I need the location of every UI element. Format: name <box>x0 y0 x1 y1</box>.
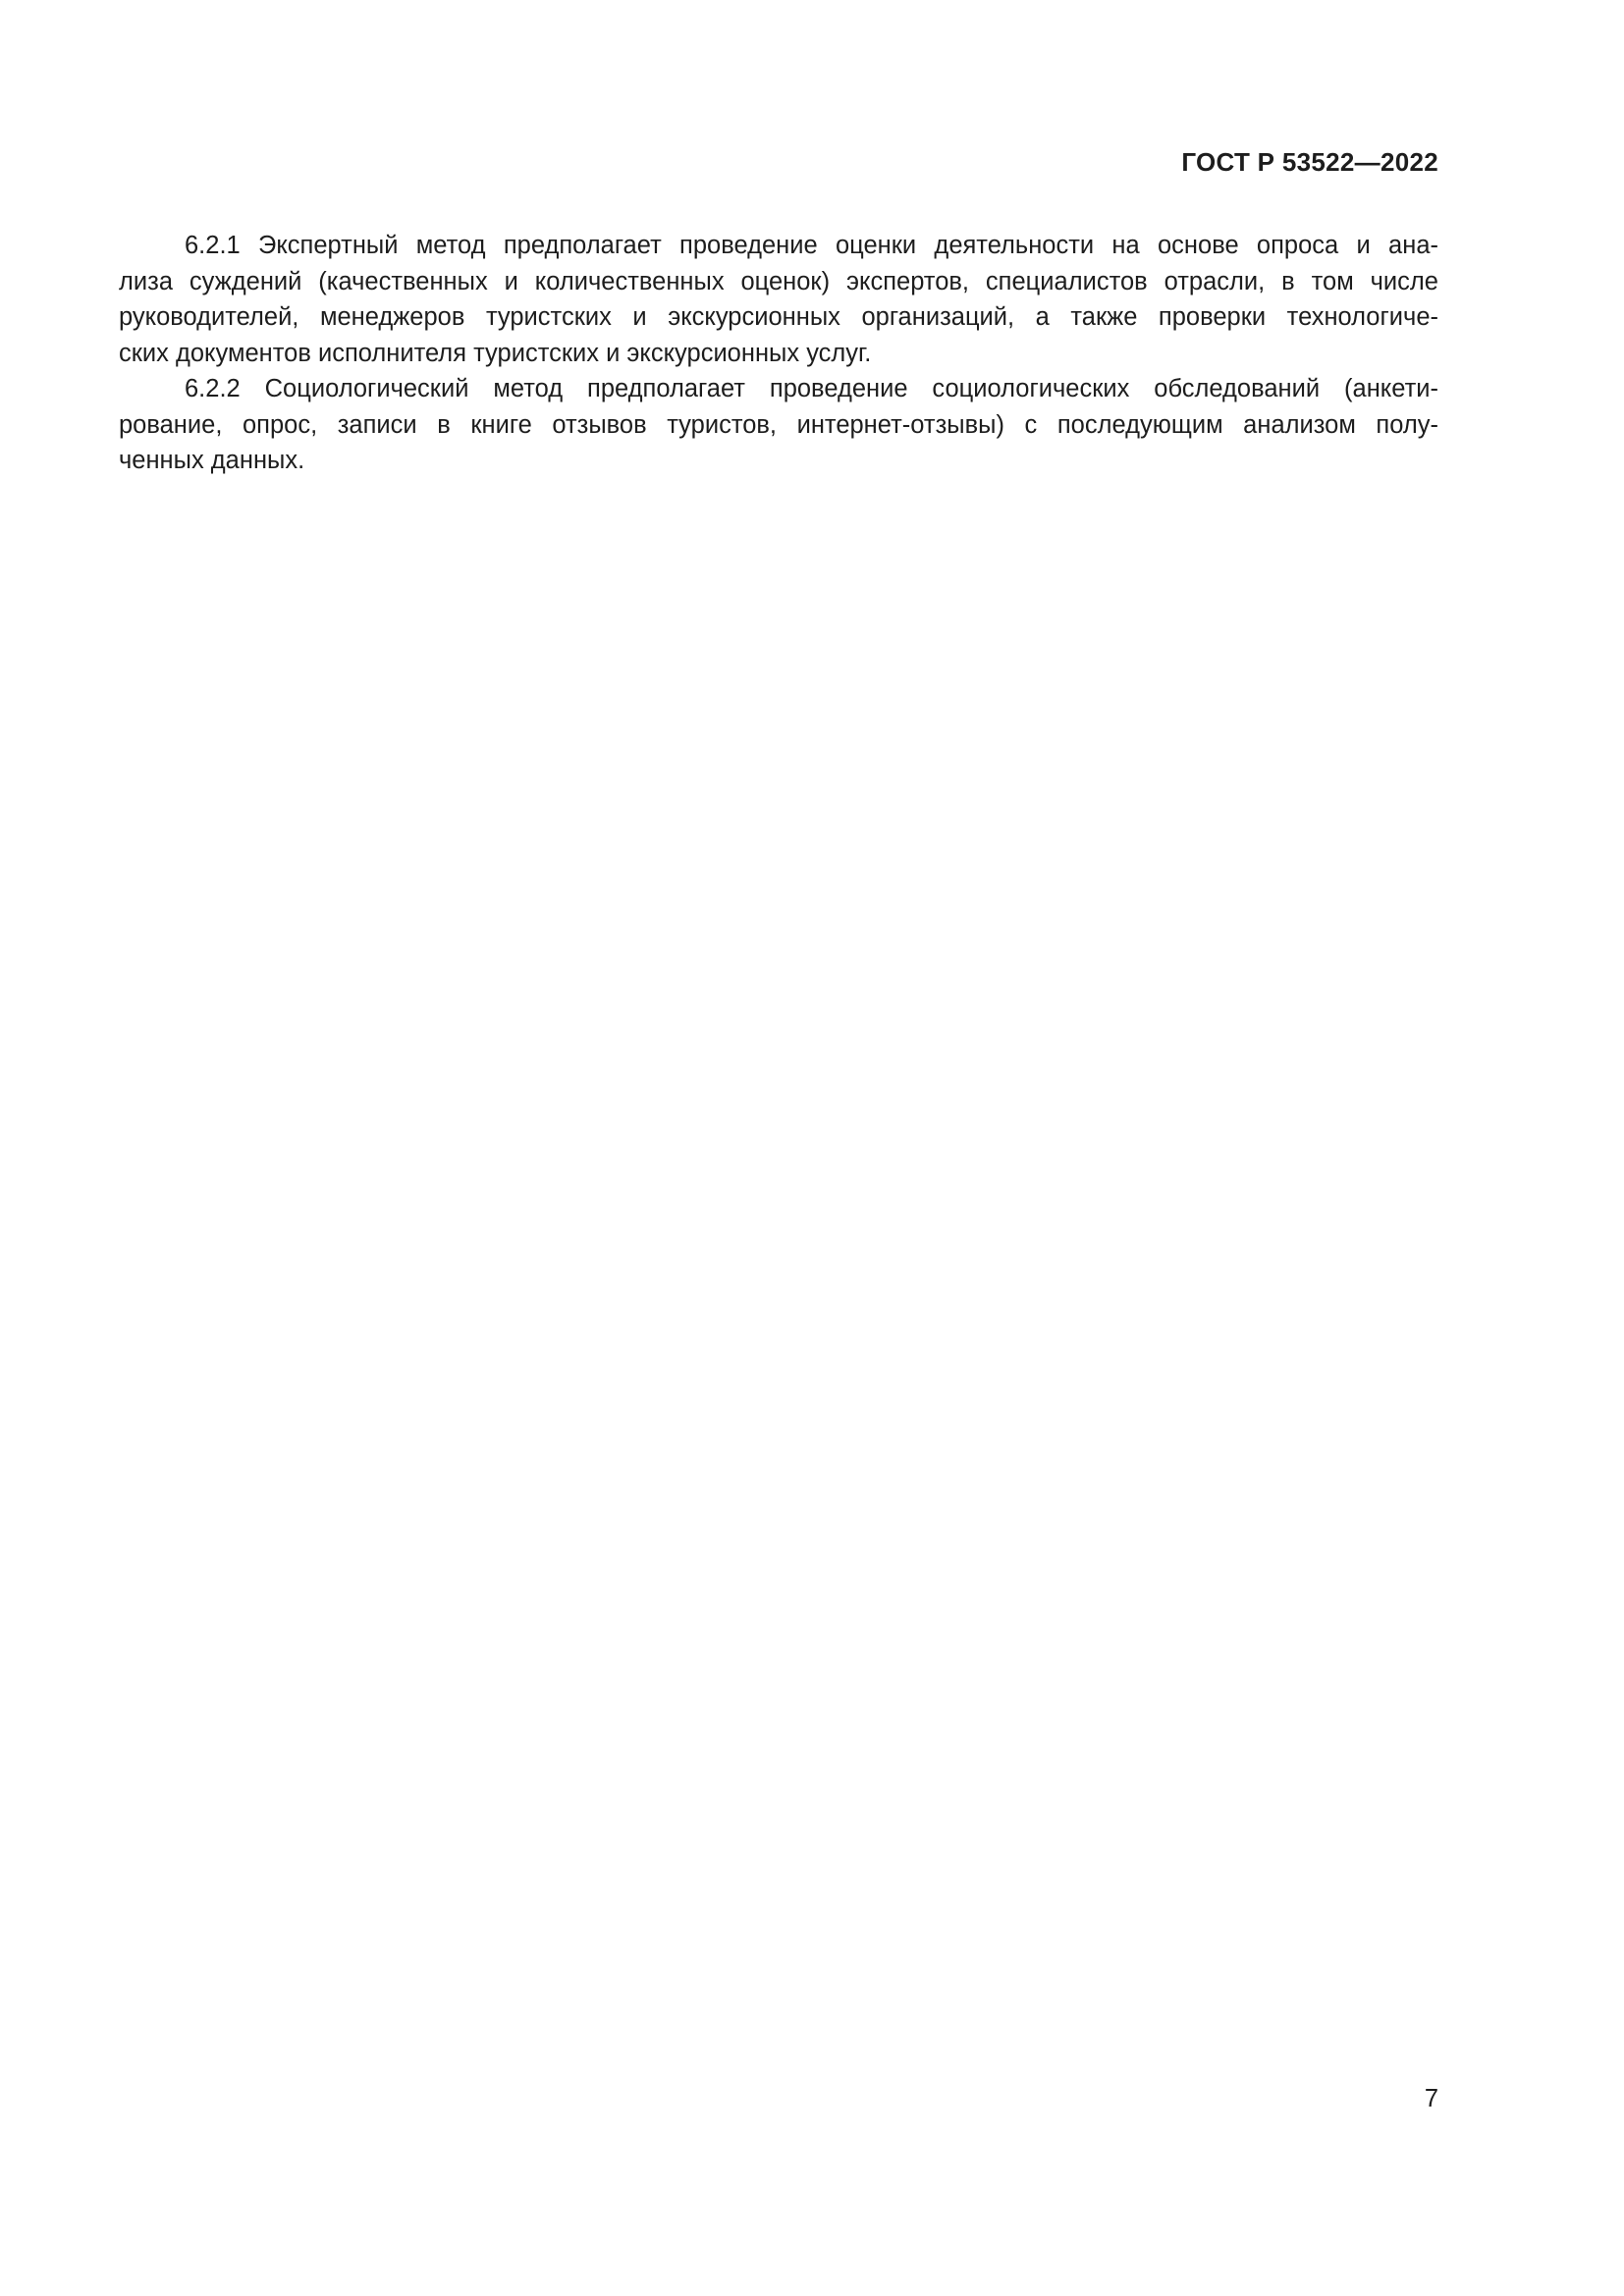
text-line: 6.2.2 Социологический метод предполагает проведение социологических обследований (анкети- <box>185 375 1438 402</box>
page-number: 7 <box>1424 2085 1438 2112</box>
text-line: руководителей, менеджеров туристских и экскурсионных организаций, а также проверки технологиче- <box>119 303 1438 331</box>
text-line: рование, опрос, записи в книге отзывов туристов, интернет-отзывы) с последующим анализом полу- <box>119 410 1438 439</box>
text-line: ченных данных. <box>119 447 305 474</box>
text-line: 6.2.1 Экспертный метод предполагает проведение оценки деятельности на основе опроса и ана- <box>185 232 1438 259</box>
paragraph-6-2-2 <box>119 371 1438 479</box>
standard-designation: ГОСТ Р 53522—2022 <box>1181 147 1438 177</box>
body-text <box>119 228 1438 479</box>
text-line: лиза суждений (качественных и количественных оценок) экспертов, специалистов отрасли, в том числе <box>119 267 1438 295</box>
text-line: ских документов исполнителя туристских и экскурсионных услуг. <box>119 339 872 367</box>
paragraph-6-2-1 <box>119 228 1438 371</box>
